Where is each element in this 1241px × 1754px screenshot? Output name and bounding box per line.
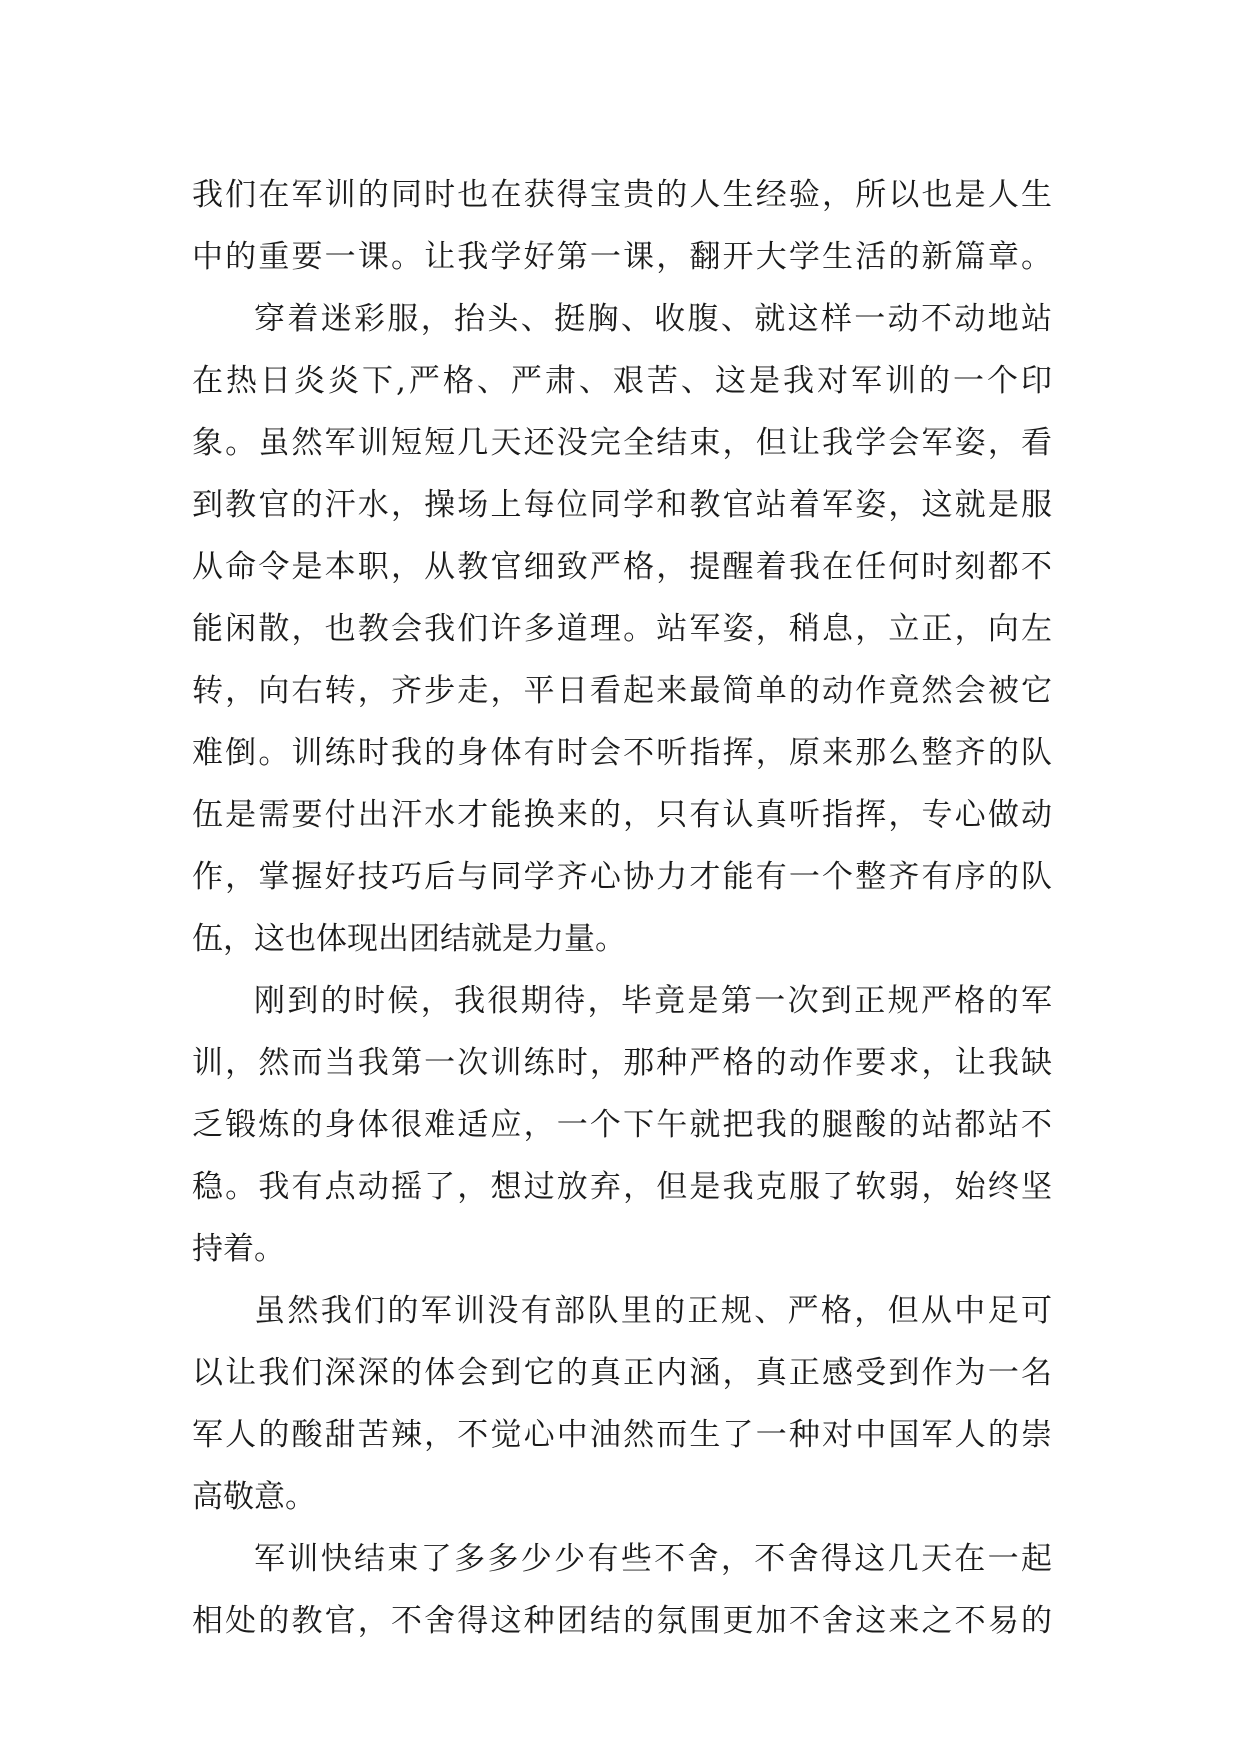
text-line: 中的重要一课。让我学好第一课，翻开大学生活的新篇章。 bbox=[192, 239, 1052, 275]
text-line: 象。虽然军训短短几天还没完全结束，但让我学会军姿，看 bbox=[192, 425, 1052, 461]
paragraph-4 bbox=[192, 1280, 1052, 1528]
text-line: 乏锻炼的身体很难适应，一个下午就把我的腿酸的站都站不 bbox=[192, 1107, 1052, 1143]
text-line: 在热日炎炎下,严格、严肃、艰苦、这是我对军训的一个印 bbox=[192, 363, 1052, 399]
text-line: 我们在军训的同时也在获得宝贵的人生经验，所以也是人生 bbox=[192, 177, 1052, 213]
text-line: 军人的酸甜苦辣，不觉心中油然而生了一种对中国军人的崇 bbox=[192, 1417, 1052, 1453]
paragraph-1 bbox=[192, 164, 1052, 288]
text-line: 伍是需要付出汗水才能换来的，只有认真听指挥，专心做动 bbox=[192, 797, 1052, 833]
paragraph-2 bbox=[192, 288, 1052, 970]
text-line: 从命令是本职，从教官细致严格，提醒着我在任何时刻都不 bbox=[192, 549, 1052, 585]
text-line: 军训快结束了多多少少有些不舍，不舍得这几天在一起 bbox=[254, 1541, 1052, 1577]
text-line: 虽然我们的军训没有部队里的正规、严格，但从中足可 bbox=[254, 1293, 1052, 1329]
text-line: 以让我们深深的体会到它的真正内涵，真正感受到作为一名 bbox=[192, 1355, 1052, 1391]
text-line: 作，掌握好技巧后与同学齐心协力才能有一个整齐有序的队 bbox=[192, 859, 1052, 895]
text-line: 到教官的汗水，操场上每位同学和教官站着军姿，这就是服 bbox=[192, 487, 1052, 523]
text-line: 持着。 bbox=[192, 1231, 285, 1267]
text-line: 相处的教官，不舍得这种团结的氛围更加不舍这来之不易的 bbox=[192, 1603, 1052, 1639]
text-line: 转，向右转，齐步走，平日看起来最简单的动作竟然会被它 bbox=[192, 673, 1052, 709]
document-body bbox=[192, 164, 1052, 1652]
text-line: 稳。我有点动摇了，想过放弃，但是我克服了软弱，始终坚 bbox=[192, 1169, 1052, 1205]
text-line: 刚到的时候，我很期待，毕竟是第一次到正规严格的军 bbox=[254, 983, 1052, 1019]
text-line: 穿着迷彩服，抬头、挺胸、收腹、就这样一动不动地站 bbox=[254, 301, 1052, 337]
text-line: 伍，这也体现出团结就是力量。 bbox=[192, 921, 626, 957]
text-line: 训，然而当我第一次训练时，那种严格的动作要求，让我缺 bbox=[192, 1045, 1052, 1081]
text-line: 能闲散，也教会我们许多道理。站军姿，稍息，立正，向左 bbox=[192, 611, 1052, 647]
paragraph-3 bbox=[192, 970, 1052, 1280]
paragraph-5 bbox=[192, 1528, 1052, 1652]
text-line: 难倒。训练时我的身体有时会不听指挥，原来那么整齐的队 bbox=[192, 735, 1052, 771]
text-line: 高敬意。 bbox=[192, 1479, 316, 1515]
